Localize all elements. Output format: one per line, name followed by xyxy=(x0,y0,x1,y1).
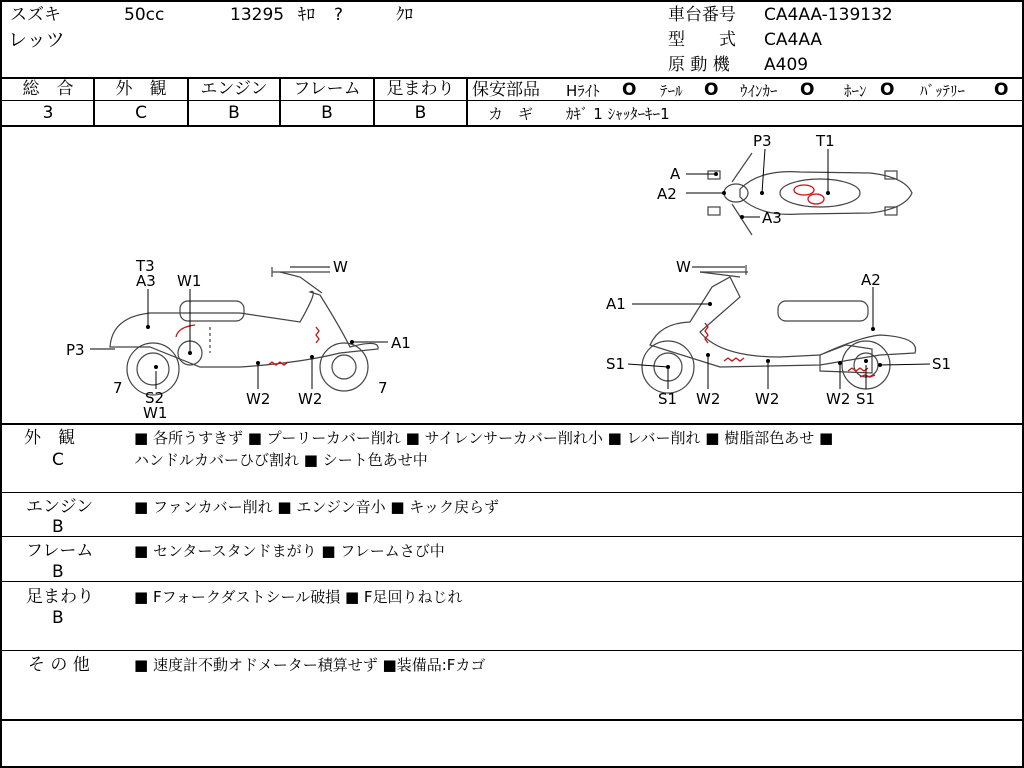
engine-grade: B xyxy=(228,103,240,123)
keys-label: カ ギ xyxy=(488,105,534,123)
divider xyxy=(0,650,1024,651)
engine-type-label: 原 動 機 xyxy=(668,55,730,75)
label-t3: T3 xyxy=(136,257,155,275)
remark-grade: B xyxy=(52,608,64,628)
label-a3-left: A3 xyxy=(136,272,156,290)
maker: スズキ xyxy=(10,5,61,25)
frame-number-label: 車台番号 xyxy=(668,5,736,25)
safety-item-tail: ﾃｰﾙ xyxy=(660,82,683,100)
label-a1-right: A1 xyxy=(606,295,626,313)
suspension-grade-label: 足まわり xyxy=(386,79,455,99)
label-w1: W1 xyxy=(177,272,202,290)
remark-line: ■ 速度計不動オドメーター積算せず ■装備品:Fカゴ xyxy=(134,656,486,674)
label-7-left: 7 xyxy=(113,379,123,397)
divider xyxy=(0,719,1024,721)
label-t1: T1 xyxy=(816,132,835,150)
remark-line: ■ センタースタンドまがり ■ フレームさび中 xyxy=(134,542,445,560)
label-a3: A3 xyxy=(762,209,782,227)
divider xyxy=(0,423,1024,425)
label-a2: A2 xyxy=(657,185,677,203)
label-s1-c: S1 xyxy=(932,355,952,373)
displacement: 50cc xyxy=(124,5,165,25)
leader-dots xyxy=(146,172,882,369)
divider xyxy=(0,100,1024,101)
label-w2-right-a: W2 xyxy=(696,390,721,408)
remark-line: ■ 各所うすきず ■ プーリーカバー削れ ■ サイレンサーカバー削れ小 ■ レバー削れ ■ 樹脂部色あせ ■ xyxy=(134,429,834,447)
label-w2-left-a: W2 xyxy=(246,390,271,408)
safety-mark-winker: O xyxy=(800,80,815,100)
engine-grade-label: エンジン xyxy=(200,79,268,99)
remark-line: ■ ファンカバー削れ ■ エンジン音小 ■ キック戻らず xyxy=(134,498,500,516)
body-color: ｸﾛ xyxy=(396,5,413,25)
safety-item-headlight: Hﾗｲﾄ xyxy=(566,82,600,100)
suspension-grade: B xyxy=(414,103,427,123)
divider xyxy=(0,492,1024,493)
label-p3: P3 xyxy=(753,132,772,150)
remark-category: 外 観 xyxy=(24,428,75,448)
label-a1-left: A1 xyxy=(391,334,411,352)
label-w-right: W xyxy=(676,258,691,276)
remark-line: ■ Fフォークダストシール破損 ■ F足回りねじれ xyxy=(134,588,463,606)
label-a2-right: A2 xyxy=(861,271,881,289)
damage-marks-right xyxy=(705,323,875,377)
remark-line: ハンドルカバーひび割れ ■ シート色あせ中 xyxy=(134,451,428,469)
remark-category: エンジン xyxy=(26,497,94,517)
safety-item-horn: ﾎｰﾝ xyxy=(844,82,867,100)
label-w2-right-b: W2 xyxy=(755,390,780,408)
damage-diagram xyxy=(0,127,1024,423)
keys-value: ｶｷﾞ 1 ｼｬｯﾀｰｷｰ1 xyxy=(566,105,670,123)
divider xyxy=(466,77,468,125)
frame-number: CA4AA-139132 xyxy=(764,5,893,25)
remark-category: 足まわり xyxy=(26,587,94,607)
mileage-unit: ｷﾛ xyxy=(298,5,315,25)
divider xyxy=(0,536,1024,537)
label-s1-b: S1 xyxy=(658,390,678,408)
label-w-left: W xyxy=(333,258,348,276)
label-7-right: 7 xyxy=(378,379,388,397)
label-a: A xyxy=(670,165,681,183)
safety-item-winker: ｳｲﾝｶｰ xyxy=(740,82,778,100)
safety-parts-label: 保安部品 xyxy=(472,80,540,100)
remark-category: フレーム xyxy=(26,541,94,561)
remark-category: そ の 他 xyxy=(28,655,90,675)
total-grade: 3 xyxy=(42,103,54,123)
label-w2-right-c: W2 xyxy=(826,390,851,408)
safety-mark-horn: O xyxy=(880,80,895,100)
model-type: CA4AA xyxy=(764,30,823,50)
frame-grade: B xyxy=(321,103,333,123)
label-w2-left-b: W2 xyxy=(298,390,323,408)
mileage-flag: ? xyxy=(334,5,344,25)
safety-item-battery: ﾊﾞｯﾃﾘｰ xyxy=(920,82,966,100)
remark-grade: B xyxy=(52,517,64,537)
remark-grade: C xyxy=(52,450,64,470)
remark-grade: B xyxy=(52,562,64,582)
mileage: 13295 xyxy=(230,5,285,25)
label-s1-d: S1 xyxy=(856,390,876,408)
frame-grade-label: フレーム xyxy=(293,79,361,99)
engine-type: A409 xyxy=(764,55,809,75)
safety-mark-tail: O xyxy=(704,80,719,100)
damage-marks-left xyxy=(176,325,319,365)
model-type-label: 型 式 xyxy=(668,30,736,50)
label-s2: S2 xyxy=(145,389,165,407)
exterior-grade-label: 外 観 xyxy=(115,79,167,99)
exterior-grade: C xyxy=(135,103,147,123)
model-name: レッツ xyxy=(8,29,65,51)
divider xyxy=(0,581,1024,582)
safety-mark-headlight: O xyxy=(622,80,637,100)
safety-mark-battery: O xyxy=(994,80,1009,100)
total-grade-label: 総 合 xyxy=(22,79,74,99)
label-w1-bottom: W1 xyxy=(143,404,168,422)
label-p3-left: P3 xyxy=(66,341,85,359)
label-s1-a: S1 xyxy=(606,355,626,373)
damage-marks-top xyxy=(794,185,824,204)
